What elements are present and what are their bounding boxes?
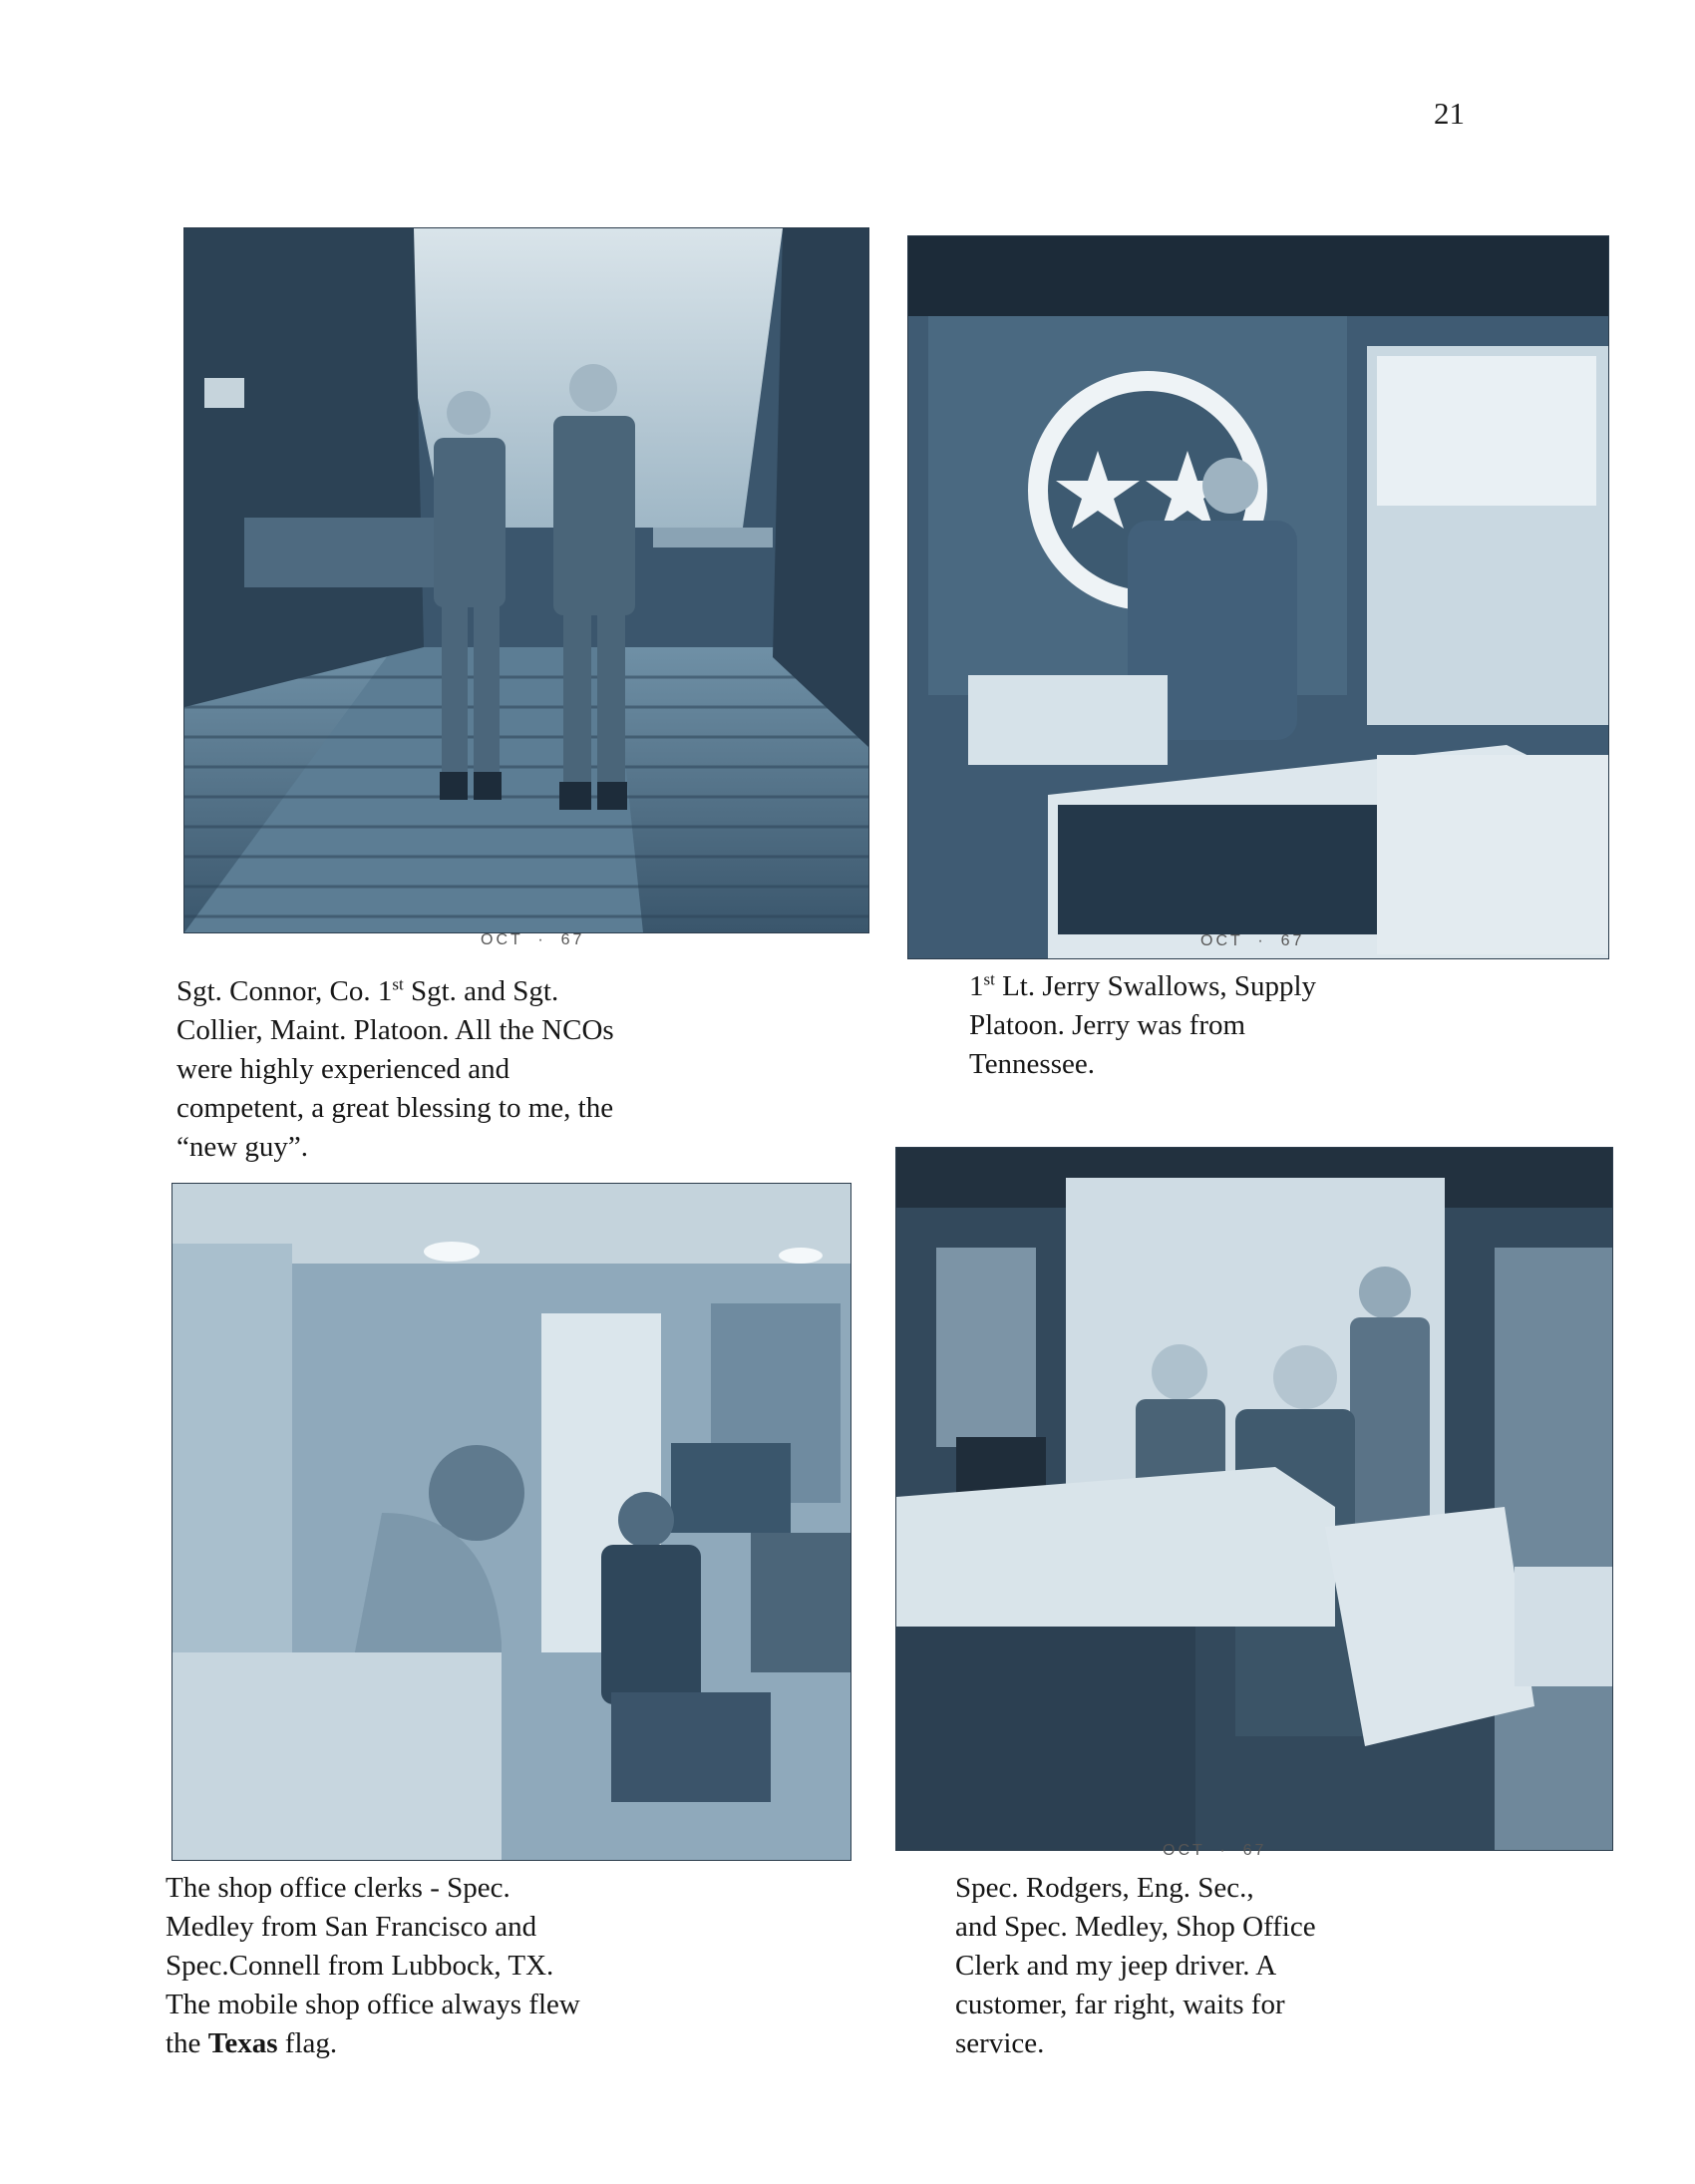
caption-line: the Texas flag. (166, 2027, 338, 2059)
photo-caption (955, 1869, 1514, 2063)
caption-line: and Spec. Medley, Shop Office (955, 1911, 1316, 1943)
caption-line: were highly experienced and (176, 1053, 510, 1085)
photo-datestamp: OCT · 67 (1163, 1842, 1267, 1859)
caption-line: Clerk and my jeep driver. A (955, 1950, 1277, 1982)
caption-line: Collier, Maint. Platoon. All the NCOs (176, 1014, 614, 1046)
caption-line: Tennessee. (969, 1048, 1095, 1080)
photo-datestamp: OCT · 67 (1200, 932, 1305, 949)
page-number: 21 (1434, 96, 1465, 131)
caption-line: The shop office clerks - Spec. (166, 1872, 510, 1904)
caption-line: customer, far right, waits for (955, 1989, 1285, 2020)
caption-line: Platoon. Jerry was from (969, 1009, 1246, 1041)
photo-shop-office-clerks (171, 1183, 851, 1861)
photo-caption (166, 1869, 724, 2063)
photo-caption (176, 972, 795, 1167)
caption-line: competent, a great blessing to me, the (176, 1092, 614, 1124)
photo-rodgers-medley (895, 1147, 1613, 1851)
photo-two-sergeants (183, 227, 869, 933)
photo-caption (969, 967, 1488, 1084)
caption-line: “new guy”. (176, 1131, 309, 1163)
caption-line: service. (955, 2027, 1045, 2059)
caption-line: Spec. Rodgers, Eng. Sec., (955, 1872, 1254, 1904)
photo-officer-flag (907, 235, 1609, 959)
caption-line: Medley from San Francisco and (166, 1911, 537, 1943)
caption-line: The mobile shop office always flew (166, 1989, 580, 2020)
caption-line: Sgt. Connor, Co. 1st Sgt. and Sgt. (176, 974, 559, 1007)
caption-line: 1st Lt. Jerry Swallows, Supply (969, 969, 1317, 1002)
caption-line: Spec.Connell from Lubbock, TX. (166, 1950, 554, 1982)
photo-datestamp: OCT · 67 (481, 931, 585, 948)
